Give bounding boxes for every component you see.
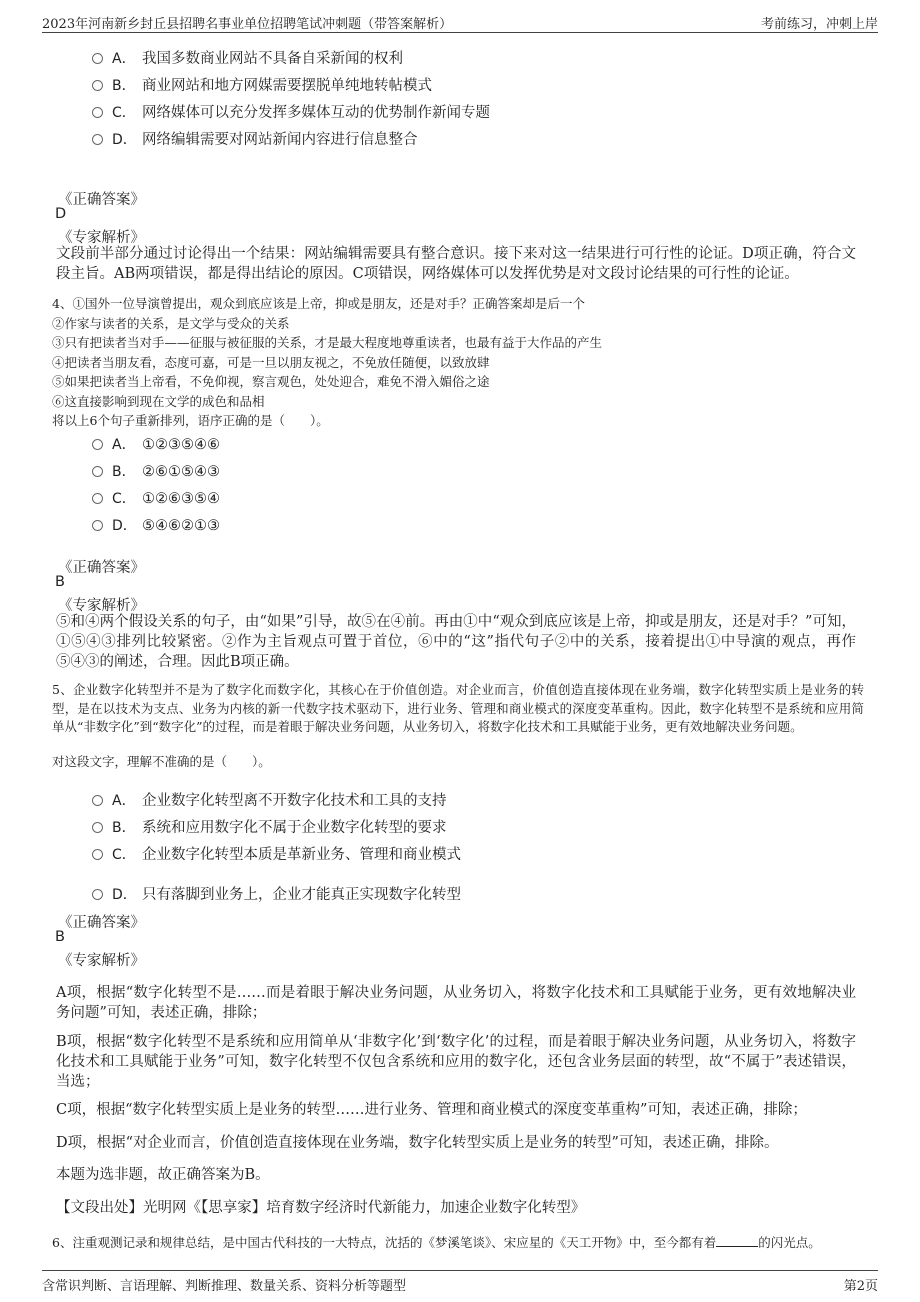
q5-analysis-a: A项，根据“数字化转型不是……而是着眼于解决业务问题，从业务切入，将数字化技术和工具赋能于业务，更有效地解决业务问题”可知，表述正确，排除；	[56, 985, 856, 1021]
q5-option-a[interactable]: A． 企业数字化转型离不开数字化技术和工具的支持	[92, 789, 447, 810]
radio-icon[interactable]	[92, 493, 103, 504]
q5-option-d[interactable]: D． 只有落脚到业务上，企业才能真正实现数字化转型	[92, 883, 461, 904]
q3-answer-label: 《正确答案》	[58, 192, 145, 208]
q5-option-b[interactable]: B． 系统和应用数字化不属于企业数字化转型的要求	[92, 816, 447, 837]
q4-stem-line: ④把读者当朋友看，态度可嘉，可是一旦以朋友视之，不免放任随便，以致放肆	[52, 355, 490, 370]
q5-answer-label: 《正确答案》	[58, 915, 145, 931]
radio-icon[interactable]	[92, 849, 103, 860]
page-footer	[42, 1270, 878, 1295]
q4-answer: B	[55, 574, 65, 590]
q4-option-b[interactable]: B． ②⑥①⑤④③	[92, 461, 220, 481]
page-header	[42, 10, 878, 33]
q4-option-a[interactable]: A． ①②③⑤④⑥	[92, 434, 220, 454]
radio-icon[interactable]	[92, 822, 103, 833]
option-text: 企业数字化转型离不开数字化技术和工具的支持	[142, 793, 447, 809]
q4-stem-line: ③只有把读者当对手——征服与被征服的关系，才是最大程度地尊重读者，也最有益于大作品的产生	[52, 335, 603, 350]
option-text: ⑤④⑥②①③	[142, 518, 220, 534]
option-text: 我国多数商业网站不具备自采新闻的权利	[142, 51, 403, 67]
q6-stem: 6、注重观测记录和规律总结，是中国古代科技的一大特点，沈括的《梦溪笔谈》、宋应星的《天工开物》中，至今都有着 的闪光点。	[52, 1235, 821, 1250]
q4-stem-line: ②作家与读者的关系，是文学与受众的关系	[52, 316, 290, 331]
q3-option-a[interactable]: A． 我国多数商业网站不具备自采新闻的权利	[92, 47, 403, 68]
option-text: ①②⑥③⑤④	[142, 491, 220, 507]
document-title: 2023年河南新乡封丘县招聘名事业单位招聘笔试冲刺题（带答案解析）	[42, 17, 453, 32]
radio-icon[interactable]	[92, 466, 103, 477]
option-text: 只有落脚到业务上，企业才能真正实现数字化转型	[142, 887, 461, 903]
option-text: ②⑥①⑤④③	[142, 464, 220, 480]
option-text: 网络媒体可以充分发挥多媒体互动的优势制作新闻专题	[142, 105, 490, 121]
q5-option-c[interactable]: C． 企业数字化转型本质是革新业务、管理和商业模式	[92, 843, 461, 864]
radio-icon[interactable]	[92, 107, 103, 118]
option-text: 商业网站和地方网媒需要摆脱单纯地转帖模式	[142, 78, 432, 94]
fill-blank[interactable]	[716, 1246, 758, 1247]
q3-answer: D	[55, 206, 67, 222]
q3-option-d[interactable]: D． 网络编辑需要对网站新闻内容进行信息整合	[92, 128, 418, 149]
q4-stem-line: ⑥这直接影响到现在文学的成色和品相	[52, 394, 265, 409]
radio-icon[interactable]	[92, 53, 103, 64]
q5-stem: 5、企业数字化转型并不是为了数字化而数字化，其核心在于价值创造。对企业而言，价值创造直接体现在业务端，数字化转型实质上是业务的转型，是在以技术为支点、业务为内核的新一代数字技术驱动下，进行业务、管理和商业模式的深度变革重构。因此，数字化转型不是系统和应用简单从“非数字化”到“数字化”的过程，而是着眼于解决业务问题，从业务切入，将数字化技术和工具赋能于业务，更有效地解决业务问题。	[52, 682, 864, 734]
q4-answer-label: 《正确答案》	[58, 560, 145, 576]
page-number: 第2页	[843, 1279, 878, 1294]
q3-analysis-label: 《专家解析》	[58, 230, 145, 246]
q4-option-d[interactable]: D． ⑤④⑥②①③	[92, 515, 220, 535]
q4-option-c[interactable]: C． ①②⑥③⑤④	[92, 488, 220, 508]
radio-icon[interactable]	[92, 134, 103, 145]
q5-analysis-label: 《专家解析》	[58, 953, 145, 969]
footer-text: 含常识判断、言语理解、判断推理、数量关系、资料分析等题型	[42, 1279, 407, 1294]
q5-analysis-b: B项，根据“数字化转型不是系统和应用简单从‘非数字化’到‘数字化’的过程，而是着眼于解决业务问题，从业务切入，将数字化技术和工具赋能于业务”可知，数字化转型不仅包含系统和应用的数字化，还包含业务层面的转型，故“不属于”表述错误，当选；	[56, 1034, 856, 1090]
q5-analysis-c: C项，根据“数字化转型实质上是业务的转型……进行业务、管理和商业模式的深度变革重构”可知，表述正确，排除；	[56, 1102, 807, 1118]
q5-answer: B	[55, 929, 65, 945]
q5-source: 【文段出处】光明网《【思享家】培育数字经济时代新能力，加速企业数字化转型》	[56, 1200, 586, 1216]
q4-question: 将以上6个句子重新排列，语序正确的是（ ）。	[52, 413, 329, 428]
q4-analysis: ⑤和④两个假设关系的句子，由“如果”引导，故⑤在④前。再由①中“观众到底应该是上帝，抑或是朋友，还是对手？”可知，①⑤④③排列比较紧密。②作为主旨观点可置于首位，⑥中的“这”指代句子②中的关系，接着提出①中导演的观点，再作⑤④③的阐述，合理。因此B项正确。	[56, 614, 856, 670]
radio-icon[interactable]	[92, 795, 103, 806]
q3-option-c[interactable]: C． 网络媒体可以充分发挥多媒体互动的优势制作新闻专题	[92, 101, 490, 122]
radio-icon[interactable]	[92, 520, 103, 531]
q4-stem-line: 4、①国外一位导演曾提出，观众到底应该是上帝，抑或是朋友，还是对手？正确答案却是后一个	[52, 296, 585, 311]
header-slogan: 考前练习，冲刺上岸	[760, 17, 878, 32]
q5-question: 对这段文字，理解不准确的是（ ）。	[52, 754, 271, 769]
radio-icon[interactable]	[92, 439, 103, 450]
option-text: 网络编辑需要对网站新闻内容进行信息整合	[142, 132, 418, 148]
option-text: 系统和应用数字化不属于企业数字化转型的要求	[142, 820, 447, 836]
radio-icon[interactable]	[92, 80, 103, 91]
q3-analysis: 文段前半部分通过讨论得出一个结果：网站编辑需要具有整合意识。接下来对这一结果进行可行性的论证。D项正确，符合文段主旨。AB两项错误，都是得出结论的原因。C项错误，网络媒体可以发挥优势是对文段讨论结果的可行性的论证。	[56, 246, 856, 282]
q3-option-b[interactable]: B． 商业网站和地方网媒需要摆脱单纯地转帖模式	[92, 74, 432, 95]
radio-icon[interactable]	[92, 889, 103, 900]
option-text: 企业数字化转型本质是革新业务、管理和商业模式	[142, 847, 461, 863]
q4-analysis-label: 《专家解析》	[58, 598, 145, 614]
option-text: ①②③⑤④⑥	[142, 437, 220, 453]
q5-conclusion: 本题为选非题，故正确答案为B。	[56, 1167, 270, 1183]
q5-analysis-d: D项，根据“对企业而言，价值创造直接体现在业务端，数字化转型实质上是业务的转型”可知，表述正确，排除。	[56, 1135, 779, 1151]
q4-stem-line: ⑤如果把读者当上帝看，不免仰视，察言观色，处处迎合，难免不滑入媚俗之途	[52, 374, 490, 389]
